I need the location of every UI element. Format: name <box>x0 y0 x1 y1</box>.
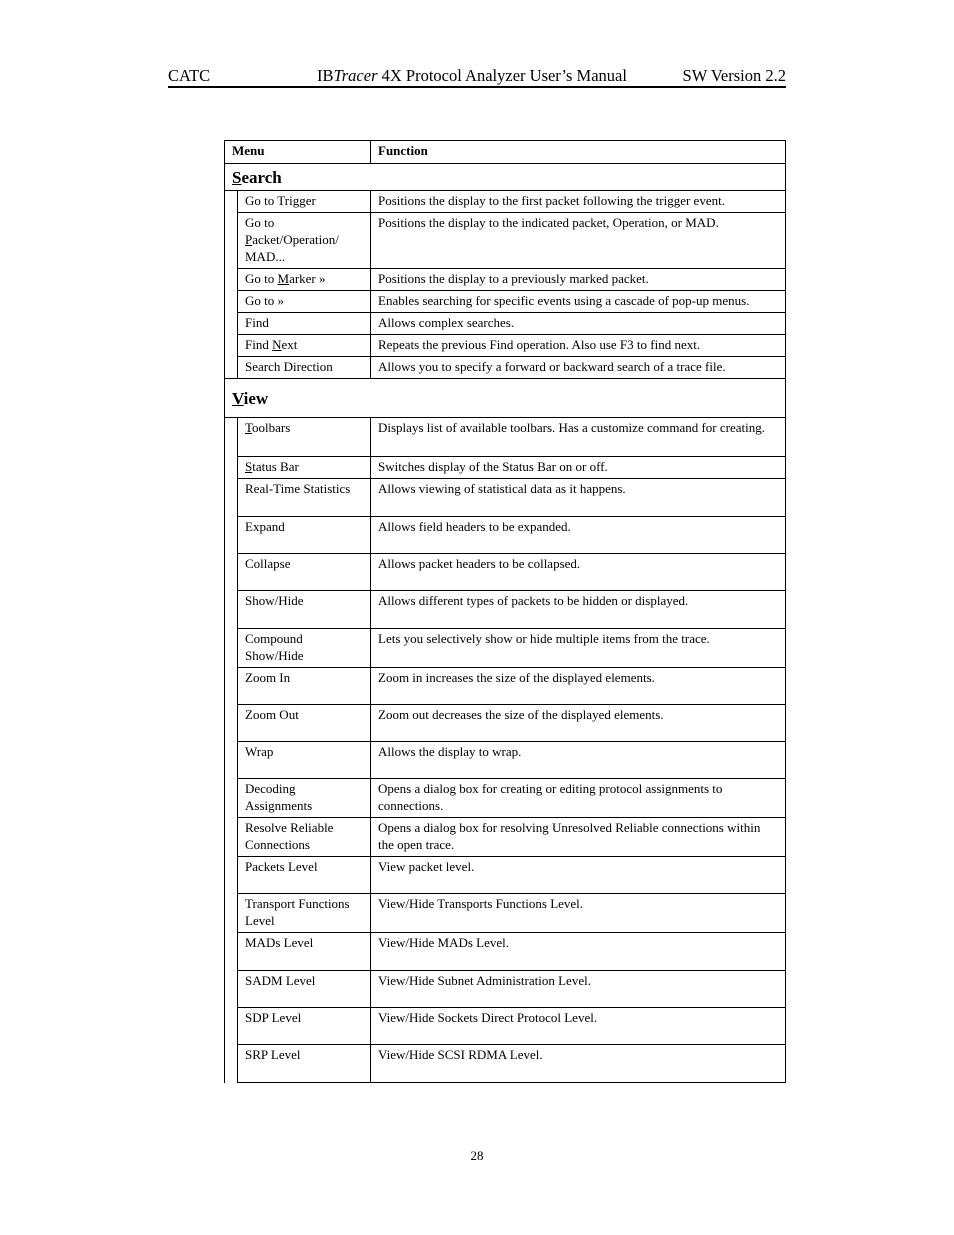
table-row <box>225 191 786 213</box>
menu-function: View/Hide Transports Functions Level. <box>371 894 786 933</box>
column-header-menu: Menu <box>225 141 371 164</box>
menu-function: Allows different types of packets to be hidden or displayed. <box>371 591 786 629</box>
table-row <box>225 668 786 705</box>
menu-item: Real-Time Statistics <box>238 479 371 517</box>
row-indent <box>225 742 238 779</box>
row-indent <box>225 479 238 517</box>
table-row <box>225 291 786 313</box>
menu-function: Allows complex searches. <box>371 313 786 335</box>
table-row <box>225 335 786 357</box>
page-header <box>168 66 786 88</box>
row-indent <box>225 1008 238 1045</box>
header-title: IBTracer 4X Protocol Analyzer User’s Manual <box>317 66 627 85</box>
menu-function: Positions the display to the indicated packet, Operation, or MAD. <box>371 213 786 269</box>
table-header-row <box>225 141 786 164</box>
row-indent <box>225 668 238 705</box>
table-row <box>225 705 786 742</box>
menu-function: Positions the display to the first packet following the trigger event. <box>371 191 786 213</box>
menu-item: Packets Level <box>238 857 371 894</box>
table-row <box>225 213 786 269</box>
menu-function-table <box>224 140 786 1083</box>
menu-function: Repeats the previous Find operation. Also use F3 to find next. <box>371 335 786 357</box>
table-row <box>225 629 786 668</box>
table-row <box>225 933 786 971</box>
menu-item: Zoom In <box>238 668 371 705</box>
table-row <box>225 357 786 379</box>
row-indent <box>225 517 238 554</box>
table-row <box>225 1008 786 1045</box>
menu-item: Resolve Reliable Connections <box>238 818 371 857</box>
table-row <box>225 818 786 857</box>
table-row <box>225 857 786 894</box>
row-indent <box>225 335 238 357</box>
menu-function: Enables searching for specific events using a cascade of pop-up menus. <box>371 291 786 313</box>
menu-item: Go to Packet/Operation/ MAD... <box>238 213 371 269</box>
table-row <box>225 269 786 291</box>
table-row <box>225 457 786 479</box>
menu-function: Allows viewing of statistical data as it happens. <box>371 479 786 517</box>
row-indent <box>225 779 238 818</box>
header-version: SW Version 2.2 <box>682 66 786 85</box>
table-row <box>225 742 786 779</box>
menu-function: View/Hide Sockets Direct Protocol Level. <box>371 1008 786 1045</box>
menu-item: SDP Level <box>238 1008 371 1045</box>
menu-item: Expand <box>238 517 371 554</box>
menu-item: Status Bar <box>238 457 371 479</box>
menu-function: Allows you to specify a forward or backward search of a trace file. <box>371 357 786 379</box>
menu-function: Opens a dialog box for creating or editing protocol assignments to connections. <box>371 779 786 818</box>
row-indent <box>225 591 238 629</box>
table-row <box>225 971 786 1008</box>
menu-item: Toolbars <box>238 418 371 457</box>
menu-item: Transport Functions Level <box>238 894 371 933</box>
menu-item: Zoom Out <box>238 705 371 742</box>
menu-item: Go to Marker » <box>238 269 371 291</box>
row-indent <box>225 418 238 457</box>
row-indent <box>225 705 238 742</box>
table-row <box>225 479 786 517</box>
menu-item: Decoding Assignments <box>238 779 371 818</box>
menu-function: Allows packet headers to be collapsed. <box>371 554 786 591</box>
menu-function: Allows the display to wrap. <box>371 742 786 779</box>
menu-function: Zoom out decreases the size of the displayed elements. <box>371 705 786 742</box>
section-heading-row <box>225 379 786 418</box>
menu-function: Opens a dialog box for resolving Unresolved Reliable connections within the open trace. <box>371 818 786 857</box>
row-indent <box>225 357 238 379</box>
table-row <box>225 591 786 629</box>
section-heading: View <box>225 379 786 418</box>
menu-item: Compound Show/Hide <box>238 629 371 668</box>
menu-item: Wrap <box>238 742 371 779</box>
menu-item: SRP Level <box>238 1045 371 1083</box>
row-indent <box>225 857 238 894</box>
menu-item: Collapse <box>238 554 371 591</box>
row-indent <box>225 554 238 591</box>
row-indent <box>225 191 238 213</box>
row-indent <box>225 291 238 313</box>
table-row <box>225 517 786 554</box>
menu-function: Switches display of the Status Bar on or off. <box>371 457 786 479</box>
table-row <box>225 779 786 818</box>
menu-item: Find <box>238 313 371 335</box>
table-body <box>225 141 786 1083</box>
row-indent <box>225 818 238 857</box>
menu-item: Show/Hide <box>238 591 371 629</box>
menu-function: View packet level. <box>371 857 786 894</box>
menu-function: Positions the display to a previously marked packet. <box>371 269 786 291</box>
row-indent <box>225 629 238 668</box>
table-row <box>225 894 786 933</box>
section-heading: Search <box>225 164 786 191</box>
row-indent <box>225 269 238 291</box>
row-indent <box>225 894 238 933</box>
table-row <box>225 554 786 591</box>
menu-function: Zoom in increases the size of the displayed elements. <box>371 668 786 705</box>
row-indent <box>225 933 238 971</box>
menu-item: SADM Level <box>238 971 371 1008</box>
menu-function: Displays list of available toolbars. Has a customize command for creating. <box>371 418 786 457</box>
table-row <box>225 418 786 457</box>
row-indent <box>225 457 238 479</box>
menu-function: Allows field headers to be expanded. <box>371 517 786 554</box>
menu-item: Find Next <box>238 335 371 357</box>
menu-item: Search Direction <box>238 357 371 379</box>
column-header-function: Function <box>371 141 786 164</box>
menu-item: MADs Level <box>238 933 371 971</box>
table-row <box>225 1045 786 1083</box>
row-indent <box>225 213 238 269</box>
menu-item: Go to Trigger <box>238 191 371 213</box>
menu-function: Lets you selectively show or hide multiple items from the trace. <box>371 629 786 668</box>
menu-function: View/Hide Subnet Administration Level. <box>371 971 786 1008</box>
header-company: CATC <box>168 66 211 85</box>
table-row <box>225 313 786 335</box>
row-indent <box>225 971 238 1008</box>
menu-item: Go to » <box>238 291 371 313</box>
menu-function: View/Hide MADs Level. <box>371 933 786 971</box>
row-indent <box>225 1045 238 1083</box>
section-heading-row <box>225 164 786 191</box>
page-number: 28 <box>470 1148 484 1163</box>
menu-function: View/Hide SCSI RDMA Level. <box>371 1045 786 1083</box>
row-indent <box>225 313 238 335</box>
